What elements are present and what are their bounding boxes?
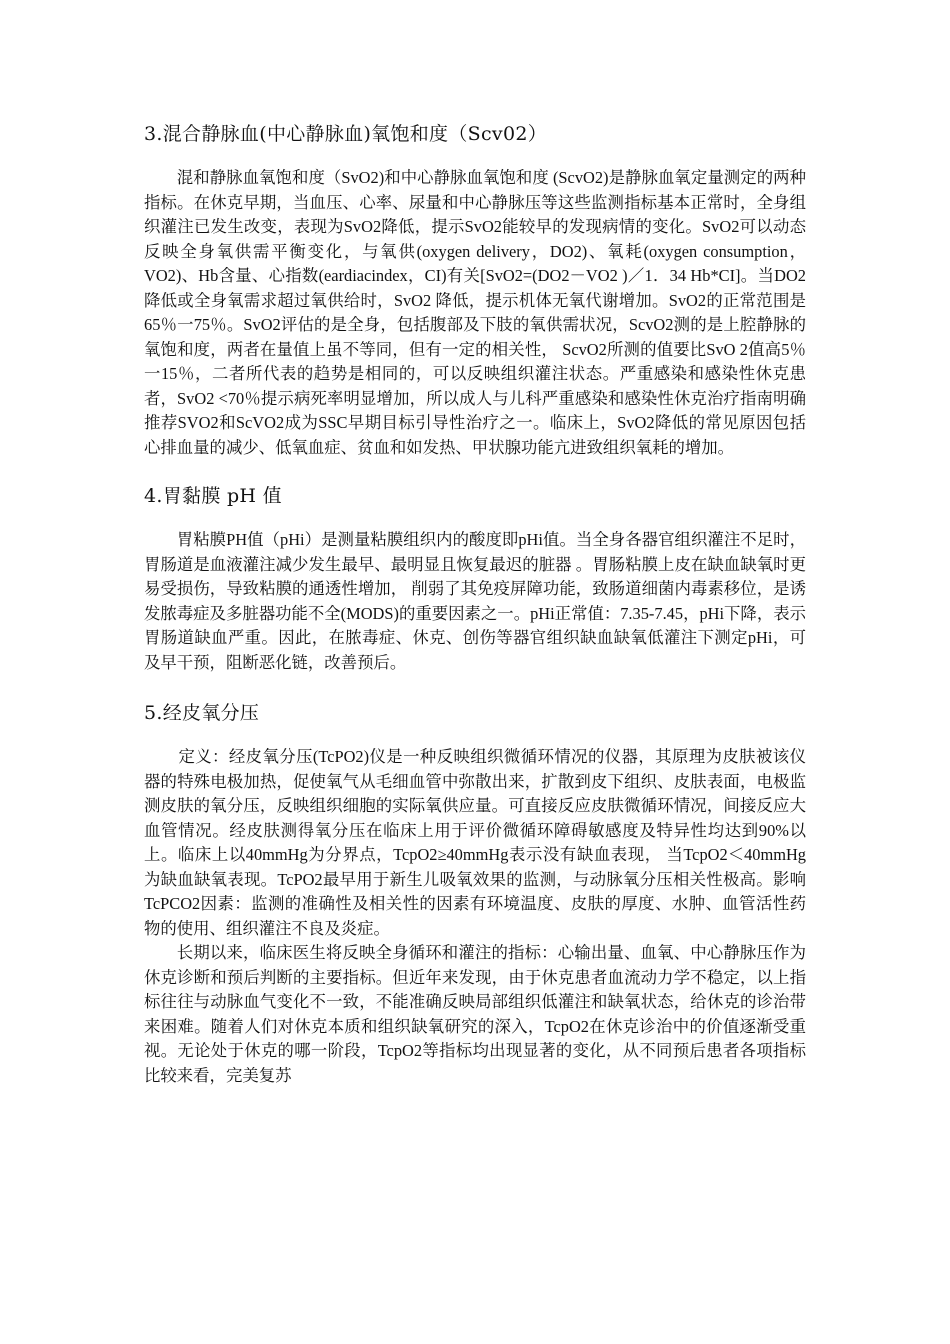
section-title-tcpo2: 5.经皮氧分压 [144, 702, 260, 724]
paragraph-scvo2: 混和静脉血氧饱和度（SvO2)和中心静脉血氧饱和度 (ScvO2)是静脉血氧定量测定的两种指标。在休克早期，当血压、心率、尿量和中心静脉压等这些监测指标基本正常时，全身组织灌注已发生改变，表现为SvO2降低，提示SvO2能较早的发现病情的变化。SvO2可以动态反映全身氧供需平衡变化，与氧供(oxygen delivery，DO2)、氧耗(oxygen consumption，VO2)、Hb含量、心指数(eardiacindex，CI)有关[SvO2=(DO2－VO2 )／1．34 Hb*CI]。当DO2降低或全身氧需求超过氧供给时，SvO2 降低，提示机体无氧代谢增加。SvO2的正常范围是65％一75％。SvO2评估的是全身，包括腹部及下肢的氧供需状况，ScvO2测的是上腔静脉的氧饱和度，两者在量值上虽不等同，但有一定的相关性， ScvO2所测的值要比SvO 2值高5％一15％，二者所代表的趋势是相同的，可以反映组织灌注状态。严重感染和感染性休克患者，SvO2 <70％提示病死率明显增加，所以成人与儿科严重感染和感染性休克治疗指南明确推荐SVO2和ScVO2成为SSC早期目标引导性治疗之一。临床上，SvO2降低的常见原因包括心排血量的减少、低氧血症、贫血和如发热、甲状腺功能亢进致组织氧耗的增加。 [144, 168, 806, 457]
section-title-gastric-ph: 4.胃黏膜 pH 值 [144, 485, 282, 507]
paragraph-tcpo2-clinical: 长期以来，临床医生将反映全身循环和灌注的指标：心输出量、血氧、中心静脉压作为休克诊断和预后判断的主要指标。但近年来发现，由于休克患者血流动力学不稳定，以上指标往往与动脉血气变化不一致，不能准确反映局部组织低灌注和缺氧状态，给休克的诊治带来困难。随着人们对休克本质和组织缺氧研究的深入，TcpO2在休克诊治中的价值逐渐受重视。无论处于休克的哪一阶段，TcpO2等指标均出现显著的变化，从不同预后患者各项指标比较来看，完美复苏 [144, 943, 806, 1085]
section-title-scvo2: 3.混合静脉血(中心静脉血)氧饱和度（Scv02） [144, 123, 548, 145]
paragraph-tcpo2-definition: 定义：经皮氧分压(TcPO2)仪是一种反映组织微循环情况的仪器，其原理为皮肤被该仪器的特殊电极加热，促使氧气从毛细血管中弥散出来，扩散到皮下组织、皮肤表面，电极监测皮肤的氧分压，反映组织细胞的实际氧供应量。可直接反应皮肤微循环情况，间接反应大血管情况。经皮肤测得氧分压在临床上用于评价微循环障碍敏感度及特异性均达到90%以上。临床上以40mmHg为分界点，TcpO2≥40mmHg表示没有缺血表现， 当TcpO2＜40mmHg为缺血缺氧表现。TcPO2最早用于新生儿吸氧效果的监测，与动脉氧分压相关性极高。影响TcPCO2因素：监测的准确性及相关性的因素有环境温度、皮肤的厚度、水肿、血管活性药物的使用、组织灌注不良及炎症。 [144, 747, 806, 938]
paragraph-gastric-ph: 胃粘膜PH值（pHi）是测量粘膜组织内的酸度即pHi值。当全身各器官组织灌注不足时，胃肠道是血液灌注减少发生最早、最明显且恢复最迟的脏器 。胃肠粘膜上皮在缺血缺氧时更易受损伤，导致粘膜的通透性增加， 削弱了其免疫屏障功能，致肠道细菌内毒素移位，是诱发脓毒症及多脏器功能不全(MODS)的重要因素之一。pHi正常值：7.35-7.45，pHi下降，表示胃肠道缺血严重。因此，在脓毒症、休克、创伤等器官组织缺血缺氧低灌注下测定pHi，可及早干预，阻断恶化链，改善预后。 [144, 530, 806, 672]
document-page [144, 120, 806, 1088]
